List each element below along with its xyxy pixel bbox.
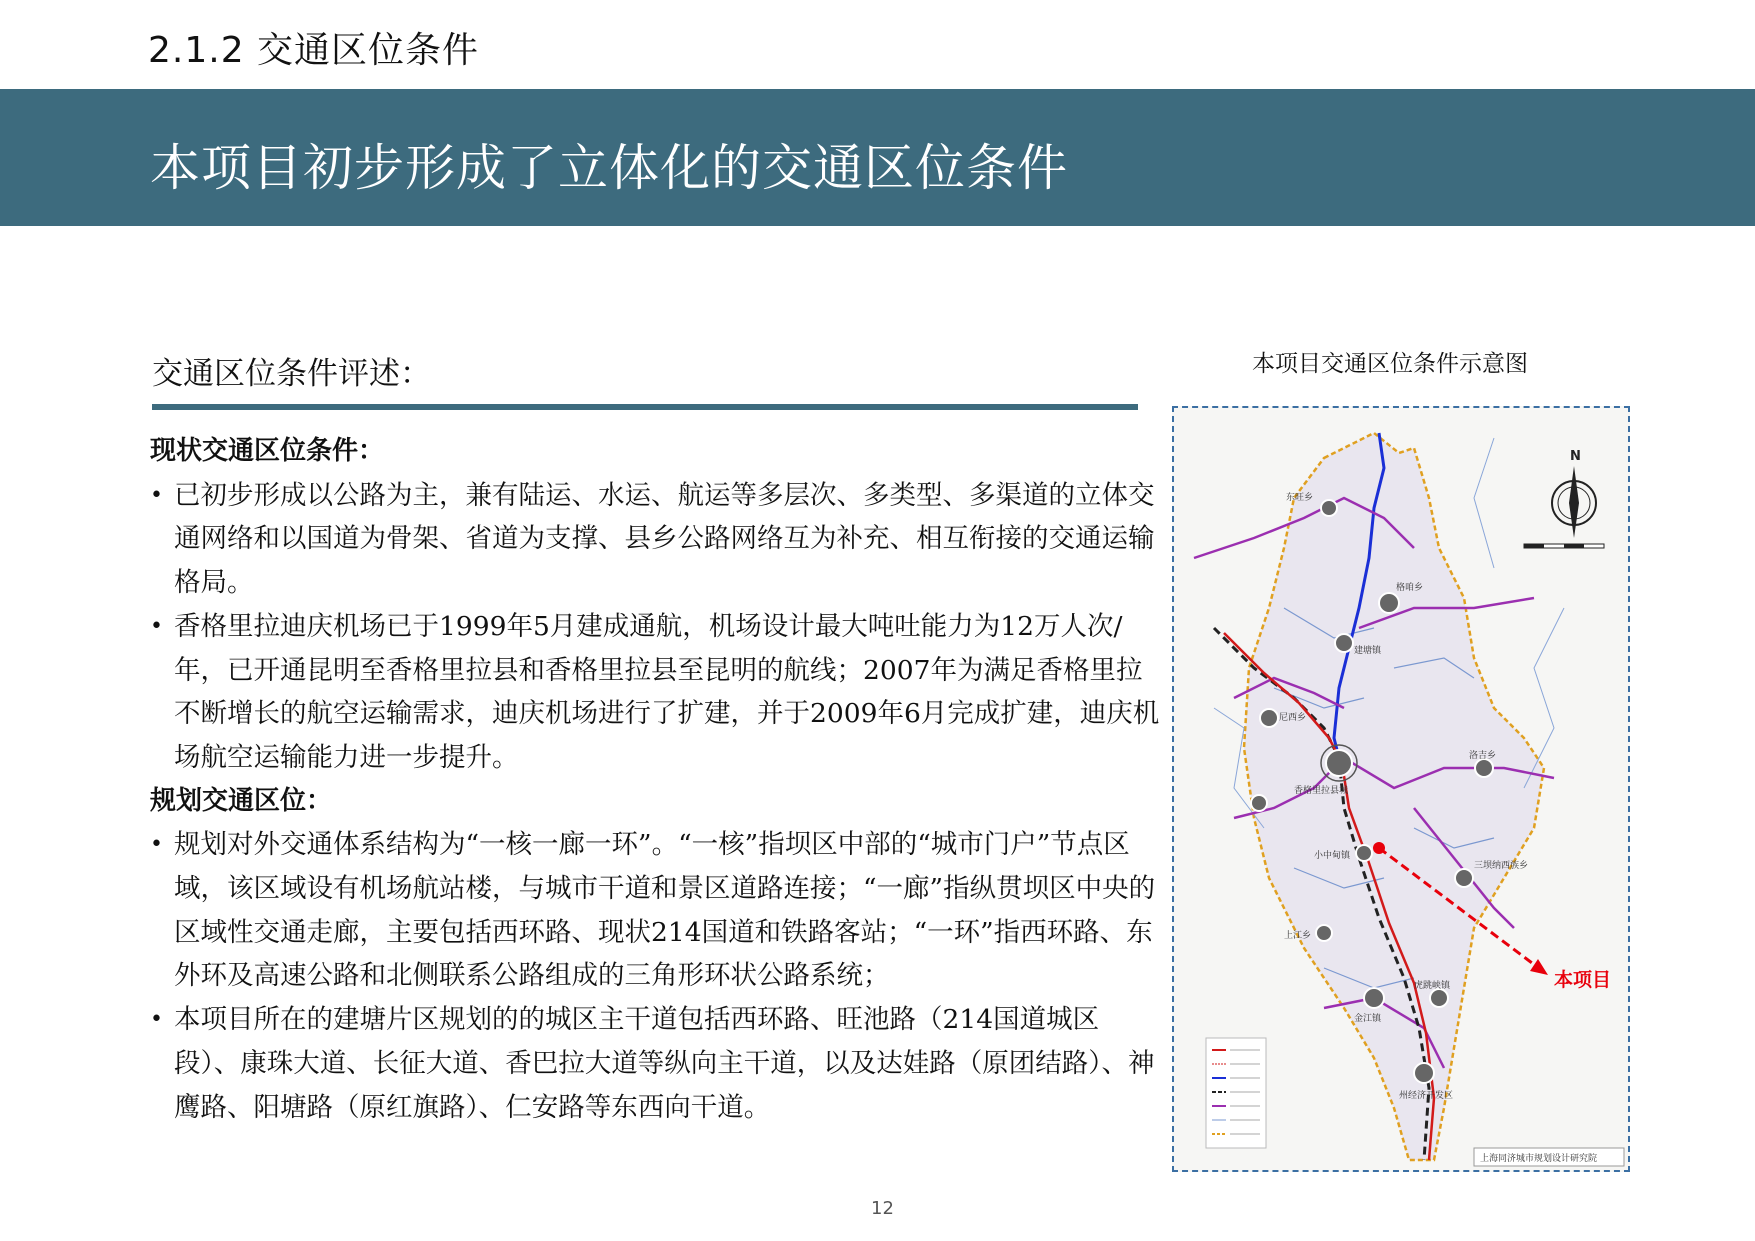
label-shangjiang: 上江乡	[1284, 931, 1312, 941]
scale-bar	[1524, 544, 1604, 548]
label-luoji: 洛吉乡	[1469, 751, 1497, 761]
label-gezan: 格咱乡	[1396, 583, 1424, 593]
list-item	[150, 823, 1160, 998]
svg-text:上海同济城市规划设计研究院: 上海同济城市规划设计研究院	[1480, 1154, 1598, 1164]
body-text	[150, 430, 1160, 1129]
label-dongwang: 东旺乡	[1286, 493, 1314, 503]
list-item	[150, 998, 1160, 1129]
location-map	[1172, 406, 1630, 1172]
bullet-text: 本项目所在的建塘片区规划的的城区主干道包括西环路、旺池路（214国道城区段）、康珠大道、长征大道、香巴拉大道等纵向主干道，以及达娃路（原团结路）、神鹰路、阳塘路（原红旗路）、仁安路等东西向干道。	[174, 1004, 1155, 1123]
label-county-seat: 香格里拉县城	[1294, 786, 1349, 796]
bullet-icon: •	[150, 482, 163, 508]
bullet-text: 香格里拉迪庆机场已于1999年5月建成通航，机场设计最大吨吐能力为12万人次/年，已开通昆明至香格里拉县和香格里拉县至昆明的航线；2007年为满足香格里拉不断增长的航空运输需求，迪庆机场进行了扩建，并于2009年6月完成扩建，迪庆机场航空运输能力进一步提升。	[174, 610, 1160, 773]
section-number: 2.1.2 交通区位条件	[148, 30, 480, 71]
map-legend	[1206, 1038, 1266, 1148]
review-heading: 交通区位条件评述：	[152, 356, 431, 392]
svg-text:N: N	[1570, 449, 1581, 464]
list-item	[150, 474, 1160, 605]
label-development-zone: 州经济开发区	[1399, 1091, 1454, 1101]
current-heading: 现状交通区位条件：	[150, 436, 385, 466]
project-label: 本项目	[1554, 969, 1612, 991]
planned-heading: 规划交通区位：	[150, 785, 333, 816]
label-jinjiang: 金江镇	[1354, 1014, 1382, 1024]
label-hutiaoxia: 虎跳峡镇	[1414, 981, 1451, 991]
label-nixi: 尼西乡	[1279, 713, 1307, 723]
bullet-icon: •	[150, 832, 163, 858]
label-sanba: 三坝纳西族乡	[1474, 861, 1529, 871]
map-credit	[1474, 1148, 1624, 1166]
county-region	[1244, 433, 1544, 1160]
label-jiantang: 建塘镇	[1354, 646, 1382, 656]
bullet-icon: •	[150, 1007, 163, 1033]
map-caption: 本项目交通区位条件示意图	[1252, 351, 1528, 377]
page-number: 12	[871, 1198, 894, 1219]
bullet-text: 规划对外交通体系结构为“一核一廊一环”。“一核”指坝区中部的“城市门户”节点区域，该区域设有机场航站楼，与城市干道和景区道路连接；“一廊”指纵贯坝区中央的区域性交通走廊，主要包括西环路、现状214国道和铁路客站；“一环”指西环路、东外环及高速公路和北侧联系公路组成的三角形环状公路系统；	[174, 829, 1156, 992]
bullet-text: 已初步形成以公路为主，兼有陆运、水运、航运等多层次、多类型、多渠道的立体交通网络和以国道为骨架、省道为支撑、县乡公路网络互为补充、相互衔接的交通运输格局。	[174, 479, 1155, 599]
bullet-icon: •	[150, 613, 163, 639]
heading-underline	[152, 404, 1138, 410]
page-title: 本项目初步形成了立体化的交通区位条件	[150, 139, 1068, 197]
map-graphic	[1174, 408, 1628, 1170]
north-arrow-icon	[1552, 449, 1596, 538]
label-xiaozhongdian: 小中甸镇	[1314, 851, 1351, 861]
list-item	[150, 605, 1160, 780]
